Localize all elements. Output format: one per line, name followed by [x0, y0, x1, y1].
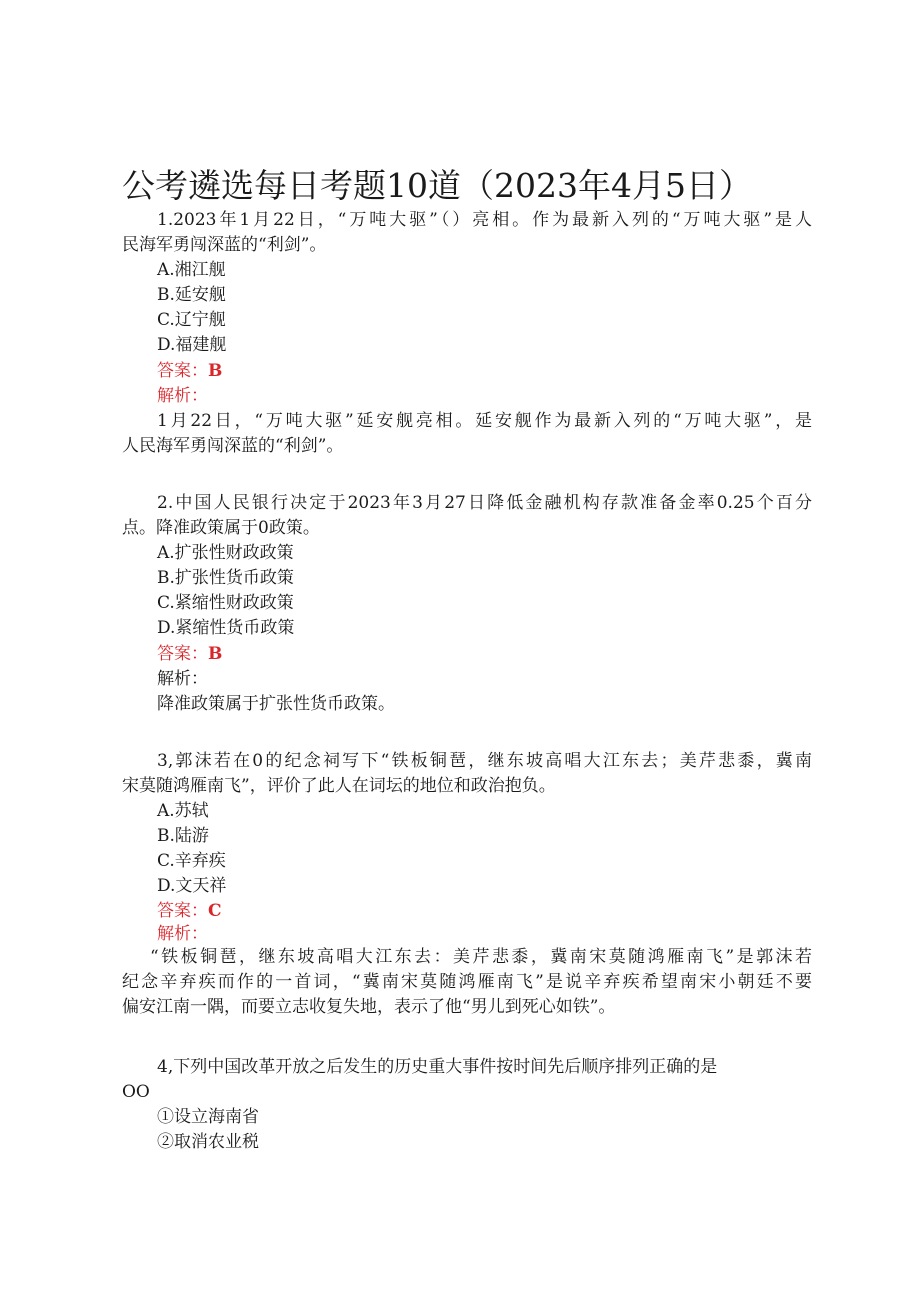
- q3-stem-line2: 宋莫随鸿雁南飞”，评价了此人在词坛的地位和政治抱负。: [122, 776, 556, 796]
- q2-answer: [157, 642, 222, 666]
- q2-option-c: C.紧缩性财政政策: [157, 593, 294, 613]
- q2-option-a: A.扩张性财政政策: [157, 543, 294, 563]
- q3-analysis-label: 解析：: [157, 924, 208, 944]
- q4-stem-line1: 4,下列中国改革开放之后发生的历史重大事件按时间先后顺序排列正确的是: [157, 1057, 718, 1077]
- q1-analysis-line2: 人民海军勇闯深蓝的“利剑”。: [122, 436, 344, 456]
- q3-option-d: D.文天祥: [157, 876, 227, 896]
- q3-answer-letter: C: [208, 901, 222, 921]
- q1-option-b: B.延安舰: [157, 285, 226, 305]
- answer-label: 答案：: [157, 361, 208, 381]
- q3-analysis-line3: 偏安江南一隅，而要立志收复失地，表示了他“男儿到死心如铁”。: [122, 997, 616, 1017]
- page-title: 公考遴选每日考题10道（2023年4月5日）: [122, 166, 752, 205]
- q2-stem-line1: 2.中国人民银行决定于2023年3月27日降低金融机构存款准备金率0.25个百分: [157, 493, 812, 513]
- q1-answer: [157, 359, 222, 383]
- q2-option-d: D.紧缩性货币政策: [157, 618, 295, 638]
- q1-stem-line1: 1.2023年1月22日，“万吨大驱”（）亮相。作为最新入列的“万吨大驱”是人: [157, 210, 812, 230]
- q2-stem-line2: 点。降准政策属于0政策。: [122, 518, 320, 538]
- q1-option-d: D.福建舰: [157, 335, 227, 355]
- q1-option-c: C.辽宁舰: [157, 310, 226, 330]
- q4-item-1: ①设立海南省: [157, 1107, 259, 1127]
- q3-answer: [157, 899, 222, 923]
- q1-analysis-line1: 1月22日，“万吨大驱”延安舰亮相。延安舰作为最新入列的“万吨大驱”，是: [157, 411, 812, 431]
- q2-analysis-label: 解析：: [157, 669, 208, 689]
- q2-analysis-line1: 降准政策属于扩张性货币政策。: [157, 694, 395, 714]
- q3-option-a: A.苏轼: [157, 801, 209, 821]
- q2-answer-letter: B: [208, 644, 223, 664]
- q4-stem-line2: OO: [122, 1082, 150, 1102]
- answer-label: 答案：: [157, 901, 208, 921]
- q3-analysis-line2: 纪念辛弃疾而作的一首词，“冀南宋莫随鸿雁南飞”是说辛弃疾希望南宋小朝廷不要: [122, 972, 812, 992]
- q1-answer-letter: B: [208, 361, 223, 381]
- q3-option-b: B.陆游: [157, 826, 209, 846]
- q3-option-c: C.辛弃疾: [157, 851, 226, 871]
- q1-analysis-label: 解析：: [157, 386, 208, 406]
- q4-item-2: ②取消农业税: [157, 1132, 259, 1152]
- q3-analysis-line1: “铁板铜琶，继东坡高唱大江东去：美芹悲黍，冀南宋莫随鸿雁南飞”是郭沫若: [150, 947, 812, 967]
- q2-option-b: B.扩张性货币政策: [157, 568, 294, 588]
- answer-label: 答案：: [157, 644, 208, 664]
- q3-stem-line1: 3,郭沫若在0的纪念祠写下“铁板铜琶，继东坡高唱大江东去；美芹悲黍，冀南: [157, 751, 812, 771]
- q1-option-a: A.湘江舰: [157, 260, 226, 280]
- q1-stem-line2: 民海军勇闯深蓝的“利剑”。: [122, 235, 327, 255]
